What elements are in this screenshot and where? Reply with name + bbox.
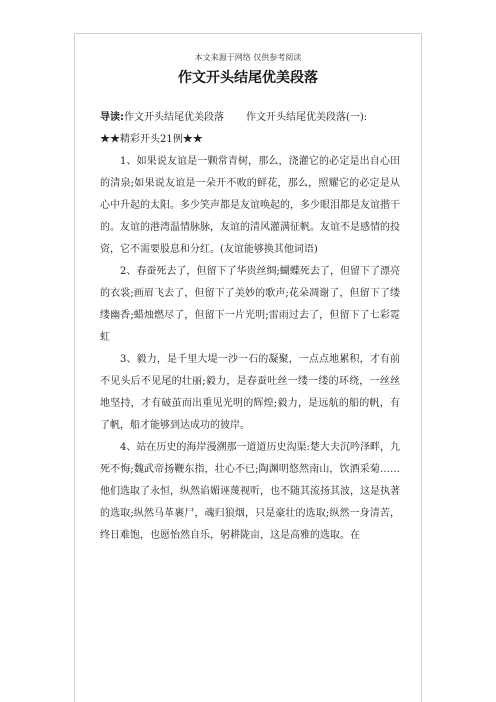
intro-line: [100, 107, 400, 129]
paragraph-4: 4、站在历史的海岸漫溯那一道道历史沟渠:楚大夫沉吟泽畔，九死不悔;魏武帝扬鞭东指，壮心不已;陶渊明悠然南山，饮酒采菊……他们选取了永恒，纵然谄媚诬蔑视听，也不随其流扬其波，这是执著的选取;纵然马革裹尸，魂归狼烟，只是豪壮的选取;纵然一身清苦，终日难饱，也愿怡然自乐，躬耕陇亩，这是高雅的选取。在: [100, 442, 400, 541]
intro-text-b: 作文开头结尾优美段落(一):: [246, 112, 368, 123]
paragraph-3: 3、毅力，是千里大堤一沙一石的凝聚，一点点地累积，才有前不见头后不见尾的壮丽;毅力，是春蚕吐丝一缕一缕的环绕，一丝丝地坚持，才有破茧而出重见光明的辉煌;毅力，是远航的船的帆，有了帆，船才能够到达成功的彼岸。: [100, 354, 400, 431]
intro-label: 导读:: [100, 112, 124, 123]
paragraph-1: 1、如果说友谊是一颗常青树，那么，浇灌它的必定是出自心田的清泉;如果说友谊是一朵开不败的鲜花，那么，照耀它的必定是从心中升起的太阳。多少笑声都是友谊唤起的，多少眼泪都是友谊揩干的。友谊的港湾温情脉脉，友谊的清风灌满征帆。友谊不是感情的投资，它不需要股息和分红。(友谊能够换其他词语): [100, 156, 400, 255]
header-note: 本文来源于网络 仅供参考阅读: [194, 53, 302, 62]
document-title: 作文开头结尾优美段落: [178, 70, 318, 86]
document-body: [100, 107, 400, 547]
intro-text-a: 作文开头结尾优美段落: [124, 112, 224, 123]
paragraph-2: 2、春蚕死去了，但留下了华贵丝绸;蝴蝶死去了，但留下了漂亮的衣裳;画眉飞去了，但留下了美妙的歌声;花朵凋谢了，但留下了缕缕幽香;蜡烛燃尽了，但留下一片光明;雷雨过去了，但留下了七彩霓虹: [100, 266, 400, 343]
section-heading: ★★精彩开头21例★★: [100, 134, 203, 145]
